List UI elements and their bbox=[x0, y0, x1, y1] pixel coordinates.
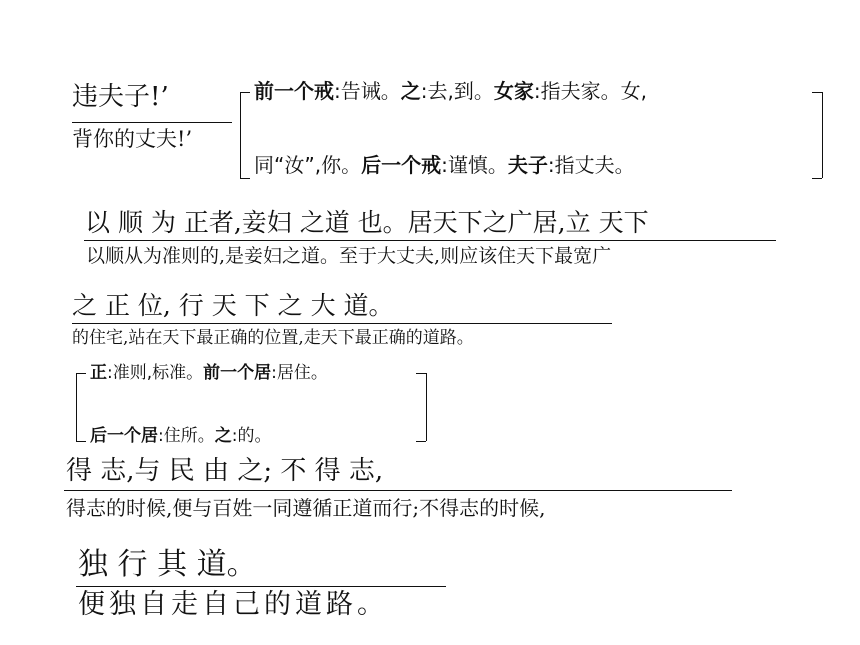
divider-line bbox=[72, 122, 232, 123]
translation-line-1: 背你的丈夫!’ bbox=[72, 127, 193, 151]
definition: :谨慎。 bbox=[441, 153, 508, 177]
divider-line bbox=[84, 240, 776, 241]
divider-line bbox=[76, 586, 446, 587]
definition: :居住。 bbox=[271, 363, 328, 383]
original-text-line-1: 违夫子!’ bbox=[72, 82, 169, 112]
definition: :指夫家。女, bbox=[533, 79, 647, 103]
definition: :住所。 bbox=[158, 426, 215, 446]
translation-line-4: 得志的时候,便与百姓一同遵循正道而行;不得志的时候, bbox=[66, 496, 546, 520]
annotation-line-3 bbox=[90, 362, 328, 384]
annotation-line-1 bbox=[254, 79, 647, 103]
definition: :的。 bbox=[231, 426, 272, 446]
original-text-line-5: 独 行 其 道。 bbox=[78, 547, 257, 582]
term: 后一个居 bbox=[90, 426, 158, 446]
definition: :告诫。 bbox=[334, 79, 401, 103]
original-text-line-2: 以 顺 为 正者,妾妇 之道 也。居天下之广居,立 天下 bbox=[85, 208, 649, 237]
term: 后一个戒 bbox=[361, 153, 442, 177]
term: 女家 bbox=[493, 79, 534, 103]
definition: :指丈夫。 bbox=[547, 153, 635, 177]
definition: :准则,标准。 bbox=[107, 363, 204, 383]
definition: 同“汝”,你。 bbox=[254, 153, 362, 177]
original-text-line-3: 之 正 位, 行 天 下 之 大 道。 bbox=[72, 291, 394, 320]
term: 夫子 bbox=[507, 153, 548, 177]
annotation-line-2 bbox=[254, 153, 635, 177]
original-text-line-4: 得 志,与 民 由 之; 不 得 志, bbox=[66, 456, 384, 486]
term: 之 bbox=[214, 426, 232, 446]
term: 正 bbox=[90, 363, 107, 383]
divider-line bbox=[64, 490, 732, 491]
term: 前一个戒 bbox=[254, 79, 334, 103]
translation-line-5: 便独自走自己的道路。 bbox=[78, 589, 388, 620]
divider-line bbox=[72, 323, 612, 324]
translation-line-3: 的住宅,站在天下最正确的位置,走天下最正确的道路。 bbox=[72, 328, 474, 348]
translation-line-2: 以顺从为准则的,是妾妇之道。至于大丈夫,则应该住天下最宽广 bbox=[86, 245, 612, 267]
term: 前一个居 bbox=[203, 363, 272, 383]
annotation-line-4 bbox=[90, 425, 271, 447]
definition: :去,到。 bbox=[420, 79, 494, 103]
term: 之 bbox=[400, 79, 421, 103]
